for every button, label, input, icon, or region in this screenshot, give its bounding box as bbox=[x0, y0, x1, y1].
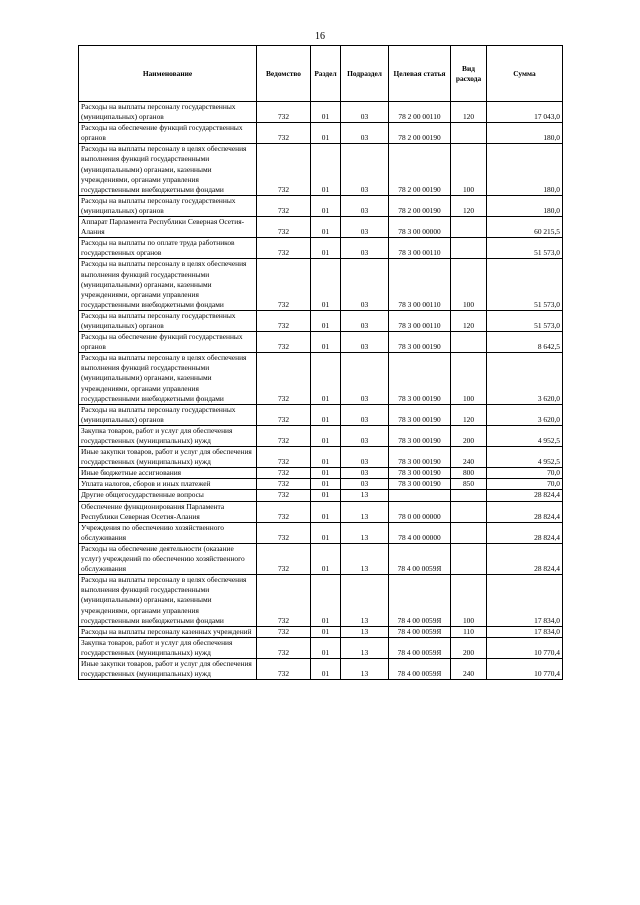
row-subsection-cell: 03 bbox=[341, 425, 389, 446]
row-amount-cell: 180,0 bbox=[487, 123, 563, 144]
row-expense-type-cell: 110 bbox=[451, 626, 487, 637]
row-dept-cell: 732 bbox=[257, 217, 311, 238]
row-target-cell: 78 2 00 00190 bbox=[389, 123, 451, 144]
table-row bbox=[79, 238, 563, 259]
row-target-cell: 78 4 00 00000 bbox=[389, 522, 451, 543]
row-section-cell: 01 bbox=[311, 447, 341, 468]
row-target-cell: 78 3 00 00190 bbox=[389, 479, 451, 490]
row-dept-cell: 732 bbox=[257, 353, 311, 404]
row-amount-cell: 70,0 bbox=[487, 479, 563, 490]
table-row bbox=[79, 490, 563, 501]
row-name-cell: Расходы на обеспечение функций государственных органов bbox=[79, 123, 257, 144]
row-section-cell: 01 bbox=[311, 123, 341, 144]
row-name-cell: Расходы на выплаты персоналу государственных (муниципальных) органов bbox=[79, 404, 257, 425]
row-target-cell bbox=[389, 490, 451, 501]
row-name-cell: Учреждения по обеспечению хозяйственного обслуживания bbox=[79, 522, 257, 543]
table-row bbox=[79, 479, 563, 490]
row-target-cell: 78 3 00 00190 bbox=[389, 425, 451, 446]
row-section-cell: 01 bbox=[311, 332, 341, 353]
row-name-cell: Расходы на выплаты персоналу в целях обеспечения выполнения функций государственными (муниципальными) органами, казенными учреждениями, органами управления государственными внебюджетными фондами bbox=[79, 259, 257, 310]
row-expense-type-cell bbox=[451, 332, 487, 353]
row-expense-type-cell: 240 bbox=[451, 447, 487, 468]
row-amount-cell: 28 824,4 bbox=[487, 522, 563, 543]
row-section-cell: 01 bbox=[311, 543, 341, 574]
row-expense-type-cell: 120 bbox=[451, 404, 487, 425]
row-expense-type-cell: 850 bbox=[451, 479, 487, 490]
header-subsection: Подраздел bbox=[341, 46, 389, 102]
row-expense-type-cell bbox=[451, 501, 487, 522]
row-target-cell: 78 4 00 0059Я bbox=[389, 658, 451, 679]
table-row bbox=[79, 501, 563, 522]
row-section-cell: 01 bbox=[311, 238, 341, 259]
row-target-cell: 78 4 00 0059Я bbox=[389, 626, 451, 637]
row-target-cell: 78 3 00 00190 bbox=[389, 468, 451, 479]
table-row bbox=[79, 102, 563, 123]
row-expense-type-cell: 120 bbox=[451, 102, 487, 123]
row-target-cell: 78 2 00 00190 bbox=[389, 144, 451, 195]
row-amount-cell: 51 573,0 bbox=[487, 259, 563, 310]
row-subsection-cell: 03 bbox=[341, 195, 389, 216]
row-amount-cell: 17 043,0 bbox=[487, 102, 563, 123]
row-expense-type-cell bbox=[451, 522, 487, 543]
row-expense-type-cell: 100 bbox=[451, 144, 487, 195]
row-section-cell: 01 bbox=[311, 637, 341, 658]
row-target-cell: 78 4 00 0059Я bbox=[389, 637, 451, 658]
row-amount-cell: 3 620,0 bbox=[487, 404, 563, 425]
table-row bbox=[79, 404, 563, 425]
row-amount-cell: 17 834,0 bbox=[487, 575, 563, 626]
table-row bbox=[79, 310, 563, 331]
row-dept-cell: 732 bbox=[257, 575, 311, 626]
row-amount-cell: 51 573,0 bbox=[487, 310, 563, 331]
row-dept-cell: 732 bbox=[257, 238, 311, 259]
row-name-cell: Иные бюджетные ассигнования bbox=[79, 468, 257, 479]
table-row bbox=[79, 123, 563, 144]
row-section-cell: 01 bbox=[311, 217, 341, 238]
row-target-cell: 78 3 00 00110 bbox=[389, 259, 451, 310]
row-subsection-cell: 13 bbox=[341, 522, 389, 543]
row-dept-cell: 732 bbox=[257, 332, 311, 353]
row-amount-cell: 28 824,4 bbox=[487, 501, 563, 522]
row-amount-cell: 60 215,5 bbox=[487, 217, 563, 238]
row-dept-cell: 732 bbox=[257, 637, 311, 658]
table-row bbox=[79, 626, 563, 637]
table-row bbox=[79, 543, 563, 574]
row-name-cell: Расходы на выплаты персоналу государственных (муниципальных) органов bbox=[79, 310, 257, 331]
row-expense-type-cell bbox=[451, 238, 487, 259]
header-section: Раздел bbox=[311, 46, 341, 102]
row-section-cell: 01 bbox=[311, 479, 341, 490]
row-section-cell: 01 bbox=[311, 658, 341, 679]
row-subsection-cell: 03 bbox=[341, 238, 389, 259]
row-subsection-cell: 13 bbox=[341, 637, 389, 658]
row-expense-type-cell: 100 bbox=[451, 259, 487, 310]
row-subsection-cell: 13 bbox=[341, 626, 389, 637]
row-dept-cell: 732 bbox=[257, 490, 311, 501]
row-expense-type-cell bbox=[451, 543, 487, 574]
row-expense-type-cell: 120 bbox=[451, 310, 487, 331]
row-dept-cell: 732 bbox=[257, 479, 311, 490]
row-amount-cell: 180,0 bbox=[487, 195, 563, 216]
table-row bbox=[79, 195, 563, 216]
row-target-cell: 78 3 00 00000 bbox=[389, 217, 451, 238]
row-subsection-cell: 03 bbox=[341, 447, 389, 468]
row-dept-cell: 732 bbox=[257, 404, 311, 425]
row-section-cell: 01 bbox=[311, 102, 341, 123]
table-row bbox=[79, 575, 563, 626]
row-subsection-cell: 03 bbox=[341, 102, 389, 123]
row-name-cell: Расходы на выплаты персоналу государственных (муниципальных) органов bbox=[79, 102, 257, 123]
row-name-cell: Расходы на выплаты персоналу в целях обеспечения выполнения функций государственными (муниципальными) органами, казенными учреждениями, органами управления государственными внебюджетными фондами bbox=[79, 353, 257, 404]
header-name: Наименование bbox=[79, 46, 257, 102]
row-expense-type-cell: 120 bbox=[451, 195, 487, 216]
row-target-cell: 78 3 00 00190 bbox=[389, 447, 451, 468]
row-target-cell: 78 3 00 00190 bbox=[389, 404, 451, 425]
table-header-row bbox=[79, 46, 563, 102]
row-section-cell: 01 bbox=[311, 501, 341, 522]
row-name-cell: Расходы на обеспечение функций государственных органов bbox=[79, 332, 257, 353]
row-expense-type-cell bbox=[451, 123, 487, 144]
row-subsection-cell: 03 bbox=[341, 144, 389, 195]
row-subsection-cell: 03 bbox=[341, 310, 389, 331]
row-name-cell: Расходы на выплаты персоналу казенных учреждений bbox=[79, 626, 257, 637]
row-section-cell: 01 bbox=[311, 353, 341, 404]
row-subsection-cell: 13 bbox=[341, 543, 389, 574]
row-subsection-cell: 13 bbox=[341, 658, 389, 679]
row-name-cell: Закупка товаров, работ и услуг для обеспечения государственных (муниципальных) нужд bbox=[79, 425, 257, 446]
row-target-cell: 78 4 00 0059Я bbox=[389, 575, 451, 626]
row-name-cell: Аппарат Парламента Республики Северная Осетия-Алания bbox=[79, 217, 257, 238]
table-row bbox=[79, 468, 563, 479]
row-name-cell: Иные закупки товаров, работ и услуг для обеспечения государственных (муниципальных) нужд bbox=[79, 447, 257, 468]
row-expense-type-cell: 240 bbox=[451, 658, 487, 679]
row-name-cell: Расходы на выплаты персоналу государственных (муниципальных) органов bbox=[79, 195, 257, 216]
row-dept-cell: 732 bbox=[257, 259, 311, 310]
row-section-cell: 01 bbox=[311, 490, 341, 501]
table-row bbox=[79, 144, 563, 195]
row-amount-cell: 3 620,0 bbox=[487, 353, 563, 404]
row-section-cell: 01 bbox=[311, 575, 341, 626]
row-subsection-cell: 03 bbox=[341, 123, 389, 144]
table-row bbox=[79, 447, 563, 468]
row-name-cell: Другие общегосударственные вопросы bbox=[79, 490, 257, 501]
row-amount-cell: 8 642,5 bbox=[487, 332, 563, 353]
row-expense-type-cell: 200 bbox=[451, 425, 487, 446]
row-dept-cell: 732 bbox=[257, 310, 311, 331]
row-target-cell: 78 2 00 00110 bbox=[389, 102, 451, 123]
row-section-cell: 01 bbox=[311, 522, 341, 543]
row-expense-type-cell: 800 bbox=[451, 468, 487, 479]
row-target-cell: 78 0 00 00000 bbox=[389, 501, 451, 522]
row-dept-cell: 732 bbox=[257, 102, 311, 123]
row-name-cell: Уплата налогов, сборов и иных платежей bbox=[79, 479, 257, 490]
row-subsection-cell: 13 bbox=[341, 490, 389, 501]
row-section-cell: 01 bbox=[311, 404, 341, 425]
row-name-cell: Обеспечение функционирования Парламента Республики Северная Осетия-Алания bbox=[79, 501, 257, 522]
table-row bbox=[79, 425, 563, 446]
row-target-cell: 78 3 00 00110 bbox=[389, 310, 451, 331]
row-subsection-cell: 03 bbox=[341, 404, 389, 425]
row-amount-cell: 10 770,4 bbox=[487, 637, 563, 658]
row-section-cell: 01 bbox=[311, 195, 341, 216]
row-target-cell: 78 3 00 00190 bbox=[389, 332, 451, 353]
row-name-cell: Иные закупки товаров, работ и услуг для обеспечения государственных (муниципальных) нужд bbox=[79, 658, 257, 679]
row-amount-cell: 28 824,4 bbox=[487, 490, 563, 501]
row-subsection-cell: 03 bbox=[341, 468, 389, 479]
table-row bbox=[79, 658, 563, 679]
row-subsection-cell: 03 bbox=[341, 479, 389, 490]
header-target: Целевая статья bbox=[389, 46, 451, 102]
row-amount-cell: 4 952,5 bbox=[487, 425, 563, 446]
row-name-cell: Расходы на выплаты по оплате труда работников государственных органов bbox=[79, 238, 257, 259]
row-amount-cell: 70,0 bbox=[487, 468, 563, 479]
row-dept-cell: 732 bbox=[257, 522, 311, 543]
row-section-cell: 01 bbox=[311, 310, 341, 331]
row-section-cell: 01 bbox=[311, 425, 341, 446]
row-target-cell: 78 4 00 0059Я bbox=[389, 543, 451, 574]
row-subsection-cell: 03 bbox=[341, 353, 389, 404]
page-number: 16 bbox=[315, 31, 325, 42]
row-expense-type-cell: 100 bbox=[451, 353, 487, 404]
row-dept-cell: 732 bbox=[257, 468, 311, 479]
row-name-cell: Закупка товаров, работ и услуг для обеспечения государственных (муниципальных) нужд bbox=[79, 637, 257, 658]
row-target-cell: 78 3 00 00190 bbox=[389, 353, 451, 404]
row-subsection-cell: 13 bbox=[341, 501, 389, 522]
row-name-cell: Расходы на обеспечение деятельности (оказание услуг) учреждений по обеспечению хозяйственного обслуживания bbox=[79, 543, 257, 574]
row-amount-cell: 10 770,4 bbox=[487, 658, 563, 679]
header-expense-type: Вид расхода bbox=[451, 46, 487, 102]
row-amount-cell: 4 952,5 bbox=[487, 447, 563, 468]
row-dept-cell: 732 bbox=[257, 123, 311, 144]
row-subsection-cell: 03 bbox=[341, 217, 389, 238]
row-amount-cell: 51 573,0 bbox=[487, 238, 563, 259]
header-dept: Ведомство bbox=[257, 46, 311, 102]
table-row bbox=[79, 332, 563, 353]
table-row bbox=[79, 522, 563, 543]
row-expense-type-cell bbox=[451, 490, 487, 501]
table-row bbox=[79, 637, 563, 658]
row-name-cell: Расходы на выплаты персоналу в целях обеспечения выполнения функций государственными (муниципальными) органами, казенными учреждениями, органами управления государственными внебюджетными фондами bbox=[79, 144, 257, 195]
row-expense-type-cell: 200 bbox=[451, 637, 487, 658]
table-row bbox=[79, 353, 563, 404]
row-name-cell: Расходы на выплаты персоналу в целях обеспечения выполнения функций государственными (муниципальными) органами, казенными учреждениями, органами управления государственными внебюджетными фондами bbox=[79, 575, 257, 626]
row-subsection-cell: 13 bbox=[341, 575, 389, 626]
row-section-cell: 01 bbox=[311, 259, 341, 310]
row-subsection-cell: 03 bbox=[341, 259, 389, 310]
row-dept-cell: 732 bbox=[257, 626, 311, 637]
row-target-cell: 78 2 00 00190 bbox=[389, 195, 451, 216]
row-amount-cell: 28 824,4 bbox=[487, 543, 563, 574]
row-dept-cell: 732 bbox=[257, 543, 311, 574]
row-expense-type-cell bbox=[451, 217, 487, 238]
row-section-cell: 01 bbox=[311, 144, 341, 195]
row-dept-cell: 732 bbox=[257, 144, 311, 195]
row-dept-cell: 732 bbox=[257, 425, 311, 446]
row-target-cell: 78 3 00 00110 bbox=[389, 238, 451, 259]
row-section-cell: 01 bbox=[311, 626, 341, 637]
row-dept-cell: 732 bbox=[257, 447, 311, 468]
table-row bbox=[79, 217, 563, 238]
row-amount-cell: 180,0 bbox=[487, 144, 563, 195]
row-amount-cell: 17 834,0 bbox=[487, 626, 563, 637]
header-amount: Сумма bbox=[487, 46, 563, 102]
row-section-cell: 01 bbox=[311, 468, 341, 479]
row-dept-cell: 732 bbox=[257, 195, 311, 216]
table-row bbox=[79, 259, 563, 310]
budget-table bbox=[78, 45, 563, 680]
row-subsection-cell: 03 bbox=[341, 332, 389, 353]
row-dept-cell: 732 bbox=[257, 501, 311, 522]
row-dept-cell: 732 bbox=[257, 658, 311, 679]
row-expense-type-cell: 100 bbox=[451, 575, 487, 626]
